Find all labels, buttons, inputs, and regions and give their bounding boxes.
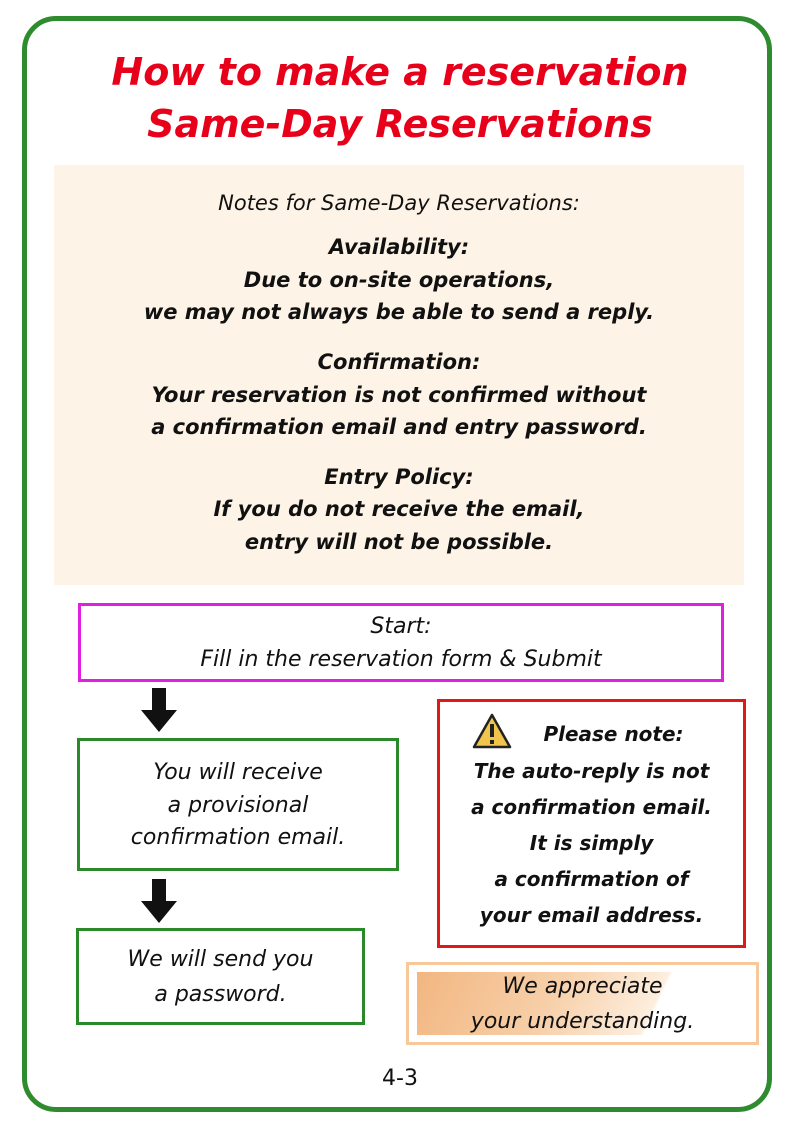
password-text-2: a password.: [154, 982, 287, 1007]
confirmation-text-1: Your reservation is not confirmed without: [151, 383, 647, 407]
please-note-label: Please note:: [543, 722, 684, 746]
appreciation-text-1: We appreciate: [502, 974, 663, 999]
provisional-text-2: a provisional: [167, 793, 309, 818]
appreciation-text-2: your understanding.: [470, 1009, 695, 1034]
entry-policy-label: Entry Policy:: [324, 465, 474, 489]
page-title: How to make a reservation: [111, 50, 689, 94]
confirmation-label: Confirmation:: [317, 350, 481, 374]
start-label: Start:: [370, 614, 432, 639]
arrow-down-icon: [141, 879, 177, 923]
password-text-1: We will send you: [127, 947, 314, 972]
password-step-box: [76, 928, 365, 1025]
page-number: 4-3: [382, 1066, 418, 1091]
entry-policy-text-2: entry will not be possible.: [244, 530, 554, 554]
availability-label: Availability:: [328, 235, 470, 259]
page-subtitle: Same-Day Reservations: [147, 102, 653, 146]
please-note-text-4: a confirmation of: [494, 867, 689, 891]
appreciation-box: [406, 962, 759, 1045]
entry-policy-text-1: If you do not receive the email,: [213, 497, 585, 521]
confirmation-text-2: a confirmation email and entry password.: [151, 415, 647, 439]
notes-panel: [54, 165, 744, 585]
availability-text-2: we may not always be able to send a reply.: [143, 300, 655, 324]
arrow-down-icon: [141, 688, 177, 732]
please-note-text-3: It is simply: [529, 831, 654, 855]
please-note-text-5: your email address.: [479, 903, 704, 927]
provisional-text-3: confirmation email.: [130, 825, 346, 850]
provisional-text-1: You will receive: [153, 760, 323, 785]
please-note-text-1: The auto-reply is not: [473, 759, 710, 783]
availability-text-1: Due to on-site operations,: [243, 268, 555, 292]
provisional-email-step-box: [77, 738, 399, 871]
notes-heading: Notes for Same-Day Reservations:: [218, 191, 580, 215]
start-text: Fill in the reservation form & Submit: [200, 647, 602, 672]
start-step-box: [78, 603, 724, 682]
please-note-text-2: a confirmation email.: [471, 795, 712, 819]
warning-icon: [472, 713, 512, 749]
